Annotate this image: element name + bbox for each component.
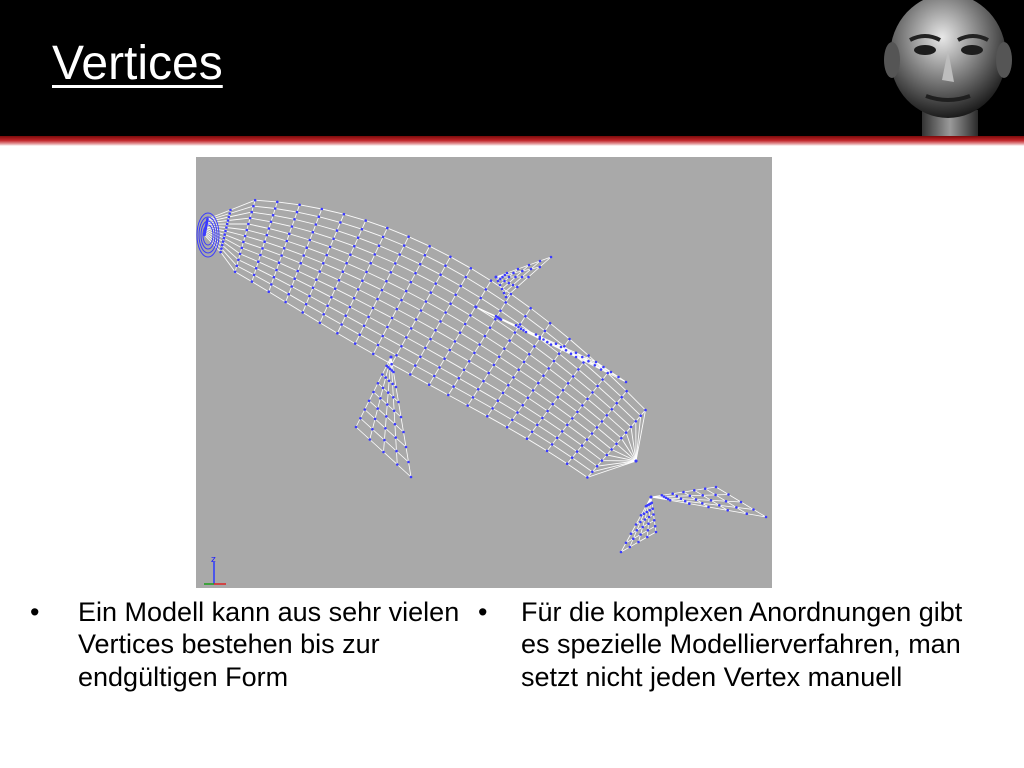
bullet-column-right xyxy=(478,596,998,693)
bullet-item xyxy=(478,596,998,693)
header-accent-stripe xyxy=(0,136,1024,146)
wireframe-figure xyxy=(196,157,772,588)
bullet-marker: • xyxy=(30,597,40,627)
header-bar xyxy=(0,0,1024,138)
axis-z-label: z xyxy=(211,555,216,565)
bullet-text: Für die komplexen Anordnungen gibt es spezielle Modellierverfahren, man setzt nicht jeden Vertex manuell xyxy=(521,597,963,692)
bullet-item xyxy=(30,596,470,693)
bullet-text: Ein Modell kann aus sehr vielen Vertices bestehen bis zur endgültigen Form xyxy=(78,597,460,692)
bullet-marker: • xyxy=(478,597,488,627)
chrome-face-icon xyxy=(870,0,1024,138)
axis-gizmo-icon xyxy=(196,552,236,588)
bullet-column-left xyxy=(30,596,470,693)
slide-title: Vertices xyxy=(52,37,223,90)
dolphin-wireframe-icon xyxy=(196,157,772,588)
